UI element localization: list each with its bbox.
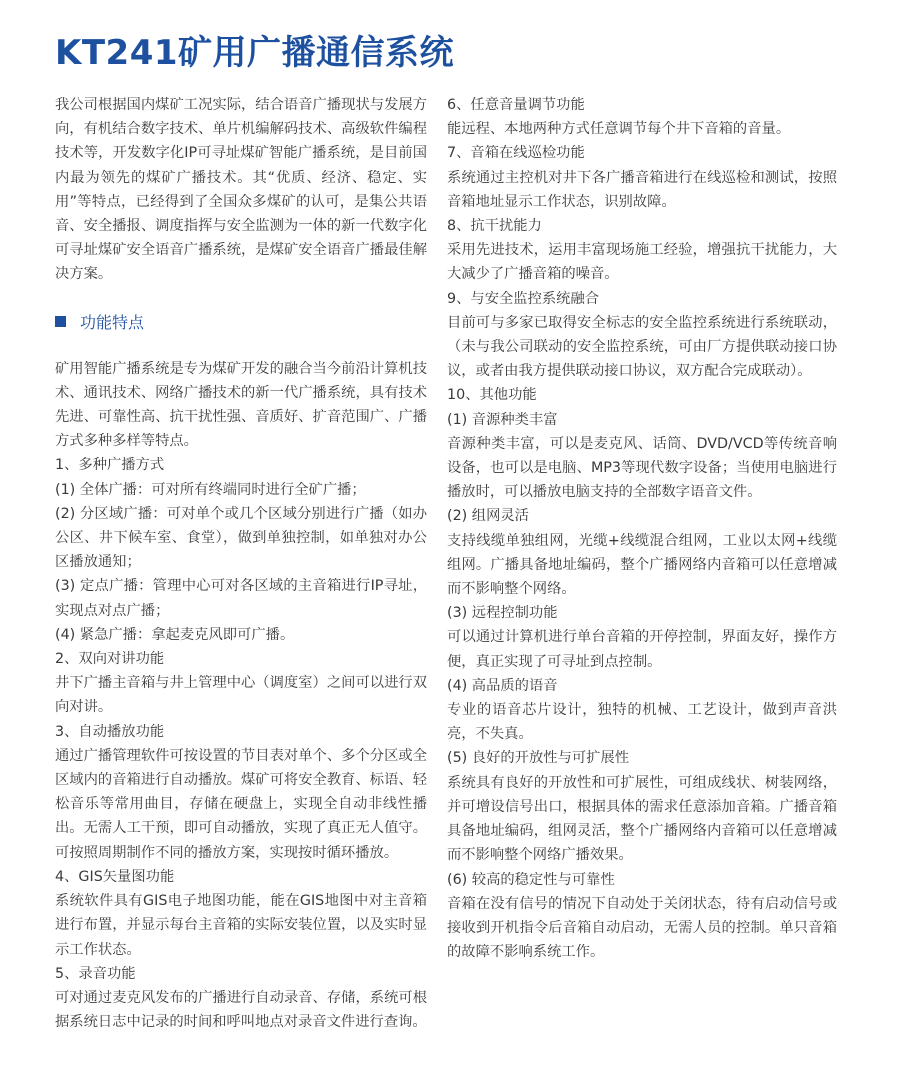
feature-2-title: 2、双向对讲功能: [55, 651, 165, 668]
subfeature-4-title: (4) 高品质的语音: [447, 677, 558, 694]
feature-1-item-d: (4) 紧急广播：拿起麦克风即可广播。: [55, 626, 295, 643]
feature-8-title: 8、抗干扰能力: [447, 218, 542, 235]
feature-6-text: 能远程、本地两种方式任意调节每个井下音箱的音量。: [447, 121, 791, 138]
feature-3-text: 通过广播管理软件可按设置的节目表对单个、多个分区或全区域内的音箱进行自动播放。煤矿可将安全教育、标语、轻松音乐等常用曲目，存储在硬盘上，实现全自动非线性播出。无需人工干预，即可自动播放，实现了真正无人值守。可按照周期制作不同的播放方案，实现按时循环播放。: [55, 747, 427, 861]
spacer: [55, 287, 427, 304]
feature-1-item-c: (3) 定点广播：管理中心可对各区域的主音箱进行IP寻址，实现点对点广播；: [55, 578, 427, 619]
subfeature-2-title: (2) 组网灵活: [447, 508, 529, 525]
feature-9-text: 目前可与多家已取得安全标志的安全监控系统进行系统联动，（未与我公司联动的安全监控系统，可由厂方提供联动接口协议，或者由我方提供联动接口协议，双方配合完成联动）。: [447, 314, 837, 380]
feature-3-title: 3、自动播放功能: [55, 723, 165, 740]
feature-1-item-b: (2) 分区域广播：可对单个或几个区域分别进行广播（如办公区、井下候车室、食堂），做到单独控制，如单独对办公区播放通知；: [55, 505, 427, 571]
spacer: [55, 340, 427, 357]
subfeature-3-text: 可以通过计算机进行单台音箱的开停控制，界面友好，操作方便，真正实现了可寻址到点控制。: [447, 629, 837, 670]
subfeature-6-text: 音箱在没有信号的情况下自动处于关闭状态，待有启动信号或接收到开机指令后音箱自动启动，无需人员的控制。单只音箱的故障不影响系统工作。: [447, 895, 837, 961]
subfeature-3-title: (3) 远程控制功能: [447, 605, 558, 622]
feature-7-title: 7、音箱在线巡检功能: [447, 145, 585, 162]
right-column: [447, 93, 837, 964]
feature-5-text: 可对通过麦克风发布的广播进行自动录音、存储，系统可根据系统日志中记录的时间和呼叫地点对录音文件进行查询。: [55, 989, 427, 1031]
feature-6-title: 6、任意音量调节功能: [447, 97, 585, 113]
subfeature-4-text: 专业的语音芯片设计，独特的机械、工艺设计，做到声音洪亮，不失真。: [447, 702, 837, 743]
section-title: 功能特点: [80, 313, 145, 333]
subfeature-5-title: (5) 良好的开放性与可扩展性: [447, 750, 630, 767]
left-column: [55, 93, 427, 1034]
feature-5-title: 5、录音功能: [55, 965, 136, 982]
square-bullet-icon: [55, 316, 66, 327]
page-title: KT241矿用广播通信系统: [55, 33, 455, 73]
feature-7-text: 系统通过主控机对井下各广播音箱进行在线巡检和测试，按照音箱地址显示工作状态，识别故障。: [447, 169, 837, 210]
subfeature-5-text: 系统具有良好的开放性和可扩展性，可组成线状、树装网络，并可增设信号出口，根据具体的需求任意添加音箱。广播音箱具备地址编码，组网灵活，整个广播网络内音箱可以任意增减而不影响整个网络广播效果。: [447, 774, 837, 864]
feature-2-text: 井下广播主音箱与井上管理中心（调度室）之间可以进行双向对讲。: [55, 675, 427, 716]
feature-4-text: 系统软件具有GIS电子地图功能，能在GIS地图中对主音箱进行布置，并显示每台主音箱的实际安装位置，以及实时显示工作状态。: [55, 893, 427, 958]
feature-1-title: 1、多种广播方式: [55, 457, 165, 474]
subfeature-6-title: (6) 较高的稳定性与可靠性: [447, 871, 615, 888]
feature-10-title: 10、其他功能: [447, 387, 537, 404]
subfeature-1-title: (1) 音源种类丰富: [447, 411, 558, 428]
section-heading: [55, 311, 427, 333]
summary-paragraph: 矿用智能广播系统是专为煤矿开发的融合当今前沿计算机技术、通讯技术、网络广播技术的新一代广播系统，具有技术先进、可靠性高、抗干扰性强、音质好、扩音范围广、广播方式多种多样等特点。: [55, 360, 427, 450]
subfeature-2-text: 支持线缆单独组网，光缆+线缆混合组网，工业以太网+线缆组网。广播具备地址编码，整个广播网络内音箱可以任意增减而不影响整个网络。: [447, 532, 837, 598]
feature-4-title: 4、GIS矢量图功能: [55, 868, 175, 885]
intro-paragraph: 我公司根据国内煤矿工况实际，结合语音广播现状与发展方向，有机结合数字技术、单片机编解码技术、高级软件编程技术等，开发数字化IP可寻址煤矿智能广播系统，是目前国内最为领先的煤矿广播技术。其“优质、经济、稳定、实用”等特点，已经得到了全国众多煤矿的认可，是集公共语音、安全播报、调度指挥与安全监测为一体的新一代数字化可寻址煤矿安全语音广播系统，是煤矿安全语音广播最佳解决方案。: [55, 97, 427, 283]
feature-9-title: 9、与安全监控系统融合: [447, 290, 600, 307]
feature-8-text: 采用先进技术，运用丰富现场施工经验，增强抗干扰能力，大大减少了广播音箱的噪音。: [447, 242, 837, 283]
feature-1-item-a: (1) 全体广播：可对所有终端同时进行全矿广播；: [55, 481, 366, 498]
subfeature-1-text: 音源种类丰富，可以是麦克风、话筒、DVD/VCD等传统音响设备，也可以是电脑、MP3等现代数字设备；当使用电脑进行播放时，可以播放电脑支持的全部数字语音文件。: [447, 435, 837, 501]
